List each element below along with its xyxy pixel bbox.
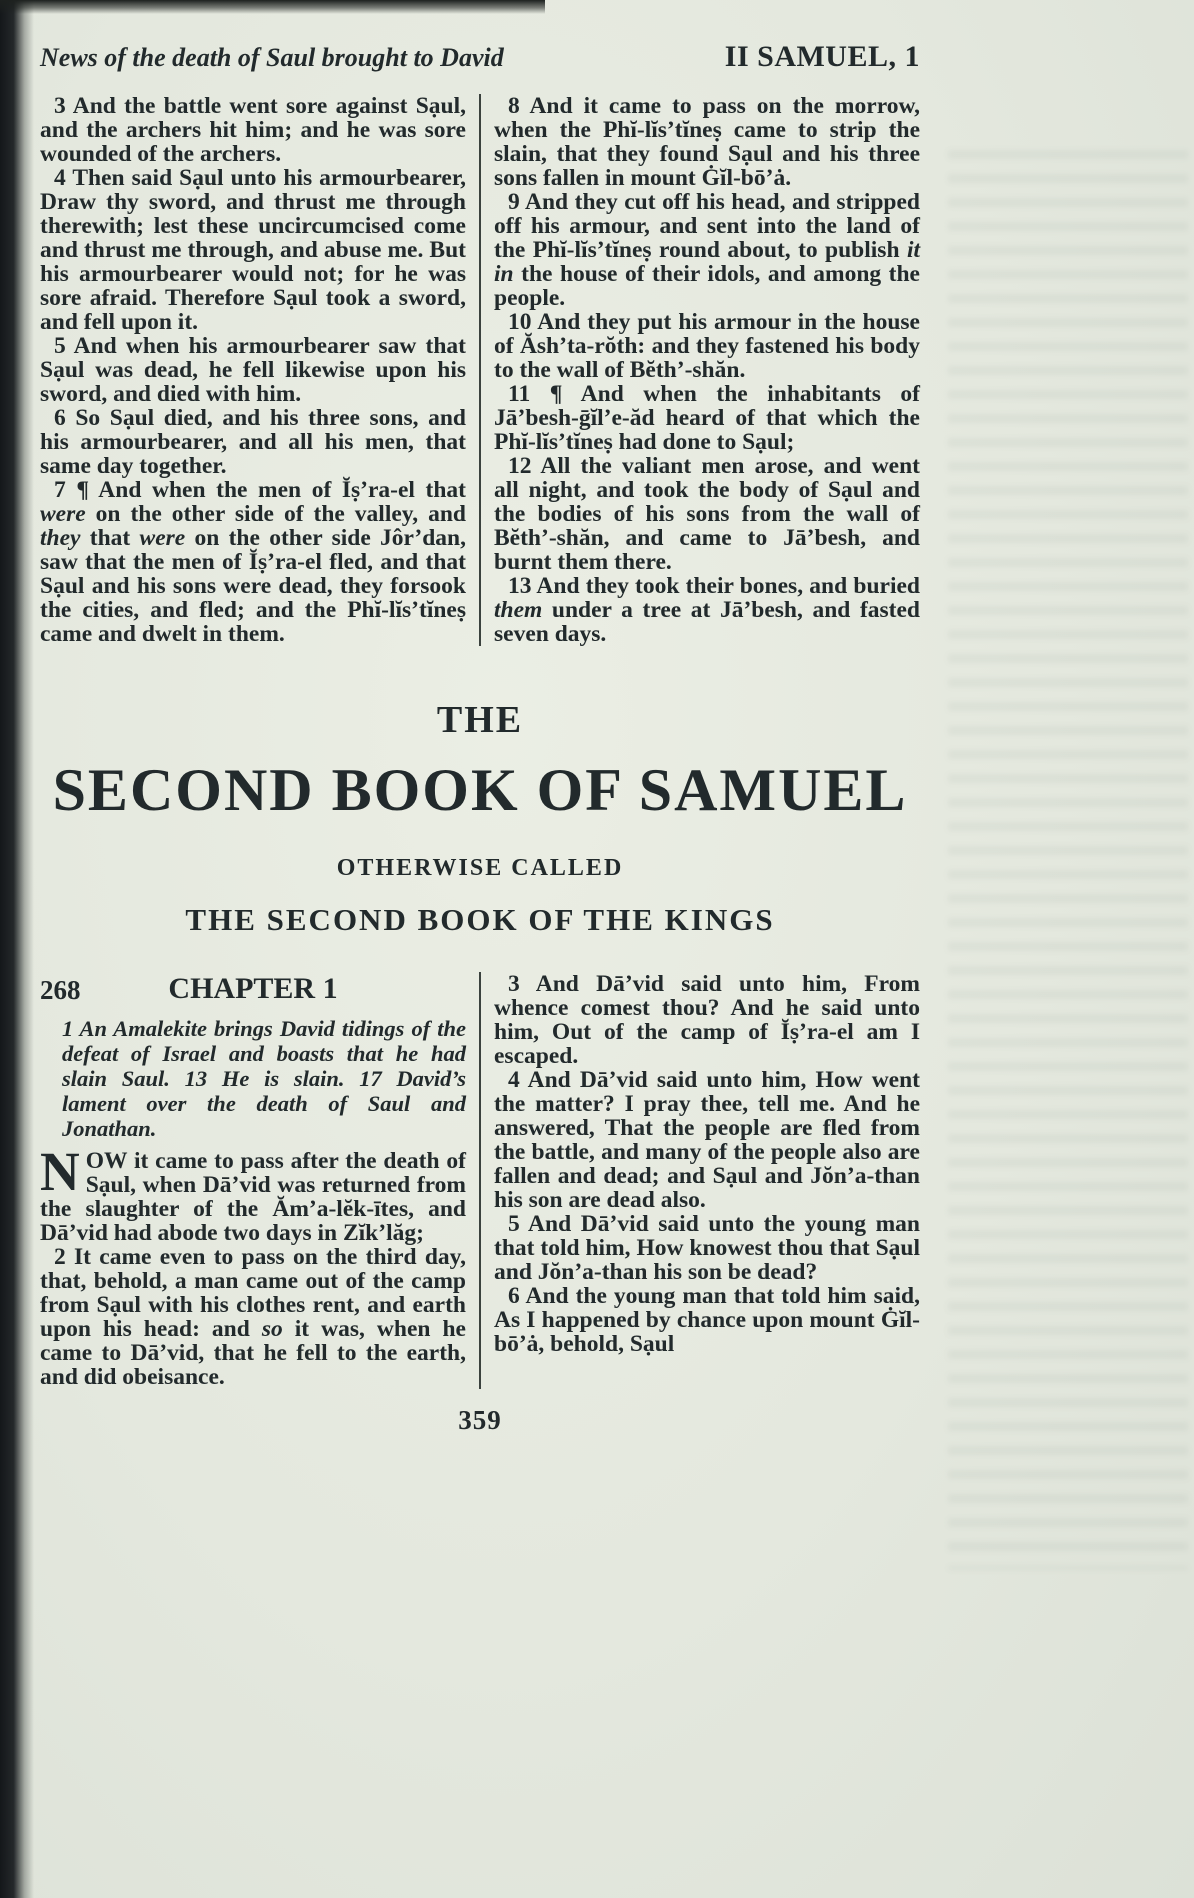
verse-paragraph: 11 ¶ And when the inhabitants of Jā’besh-ḡĭl’e-ăd heard of that which the Phĭ-lĭs’tĭneṣ had done to Sạul;	[494, 381, 920, 455]
italic-word: them	[494, 597, 543, 623]
verse-paragraph: NOW it came to pass after the death of Sạul, when Dā’vid was returned from the slaughter of the Ăm’a-lĕk-ītes, and Dā’vid had abode two days in Zĭk’lăg;	[40, 1141, 466, 1246]
left-column	[40, 94, 466, 646]
ink-bleed-through	[948, 150, 1188, 1570]
right-column	[494, 972, 920, 1389]
italic-word: they	[40, 525, 81, 551]
left-column	[40, 972, 466, 1389]
column-divider-rule	[479, 972, 481, 1389]
book-chapter-reference: II SAMUEL, 1	[724, 40, 920, 73]
chapter-heading: CHAPTER 1	[168, 972, 338, 1005]
verse-paragraph: 10 And they put his armour in the house of Ăsh’ta-rŏth: and they fastened his body to the wall of Bĕth’-shăn.	[494, 309, 920, 383]
book-binding-shadow	[0, 0, 34, 1898]
chapter-one-columns	[40, 972, 920, 1389]
column-number: 268	[40, 975, 81, 1005]
italic-word: so	[261, 1316, 283, 1342]
previous-chapter-columns	[40, 94, 920, 646]
book-title-alternate: THE SECOND BOOK OF THE KINGS	[185, 902, 775, 937]
verse-paragraph: 3 And the battle went sore against Sạul, and the archers hit him; and he was sore wounded of the archers.	[40, 93, 466, 167]
running-header	[40, 40, 920, 74]
italic-word: it in	[494, 237, 920, 287]
page-number: 359	[458, 1405, 502, 1435]
verse-paragraph: 4 And Dā’vid said unto him, How went the matter? I pray thee, tell me. And he answered, That the people are fled from the battle, and many of the people also are fallen and dead; and Sạul and Jŏn’a-than his son are dead also.	[494, 1067, 920, 1213]
book-title-kicker: THE	[436, 699, 524, 741]
right-column	[494, 94, 920, 646]
verse-paragraph: 6 So Sạul died, and his three sons, and his armourbearer, and all his men, that same day together.	[40, 405, 466, 479]
verse-paragraph: 3 And Dā’vid said unto him, From whence comest thou? And he said unto him, Out of the camp of Ĭṣ’ra-el am I escaped.	[494, 971, 920, 1069]
drop-cap-letter: N	[40, 1141, 80, 1202]
italic-word: were	[40, 501, 86, 527]
book-title-block	[40, 698, 920, 938]
column-divider-rule	[479, 94, 481, 646]
chapter-summary: 1 An Amalekite brings David tidings of the defeat of Israel and boasts that he had slain Saul. 13 He is slain. 17 David’s lament over the death of Saul and Jonathan.	[62, 1016, 466, 1141]
book-title-main: SECOND BOOK OF SAMUEL	[52, 757, 908, 823]
verse-paragraph: 2 It came even to pass on the third day, that, behold, a man came out of the camp from Sạul with his clothes rent, and earth upon his head: and so it was, when he came to Dā’vid, that he fell to the earth, and did obeisance.	[40, 1244, 466, 1390]
verse-paragraph: 9 And they cut off his head, and stripped off his armour, and sent into the land of the Phĭ-lĭs’tĭneṣ round about, to publish it in the house of their idols, and among the people.	[494, 189, 920, 311]
italic-word: were	[139, 525, 186, 551]
verse-paragraph: 13 And they took their bones, and buried them under a tree at Jā’besh, and fasted seven days.	[494, 573, 920, 647]
chapter-one-section	[40, 972, 920, 1389]
verse-paragraph: 5 And Dā’vid said unto the young man that told him, How knowest thou that Sạul and Jŏn’a-than his son be dead?	[494, 1211, 920, 1285]
book-title-subtitle: OTHERWISE CALLED	[336, 855, 624, 881]
verse-paragraph: 4 Then said Sạul unto his armourbearer, Draw thy sword, and thrust me through therewith; lest these uncircumcised come and thrust me through, and abuse me. But his armourbearer would not; for he was sore afraid. Therefore Sạul took a sword, and fell upon it.	[40, 165, 466, 335]
chapter-left-verses	[40, 1141, 466, 1390]
page-text-block	[40, 0, 920, 1436]
verse-paragraph: 6 And the young man that told him said, As I happened by chance upon mount Ġĭl-bō’ȧ, behold, Sạul	[494, 1283, 920, 1357]
verse-paragraph: 7 ¶ And when the men of Ĭṣ’ra-el that were on the other side of the valley, and they that were on the other side Jôr’dan, saw that the men of Ĭṣ’ra-el fled, and that Sạul and his sons were dead, they forsook the cities, and fled; and the Phĭ-lĭs’tĭneṣ came and dwelt in them.	[40, 477, 466, 647]
running-title: News of the death of Saul brought to David	[40, 43, 504, 72]
verse-paragraph: 5 And when his armourbearer saw that Sạul was dead, he fell likewise upon his sword, and died with him.	[40, 333, 466, 407]
verse-paragraph: 12 All the valiant men arose, and went all night, and took the body of Sạul and the bodies of his sons from the wall of Bĕth’-shăn, and came to Jā’besh, and burnt them there.	[494, 453, 920, 575]
verse-paragraph: 8 And it came to pass on the morrow, when the Phĭ-lĭs’tĭneṣ came to strip the slain, that they found Sạul and his three sons fallen in mount Ġĭl-bō’ȧ.	[494, 93, 920, 191]
chapter-heading-row	[40, 972, 466, 1008]
